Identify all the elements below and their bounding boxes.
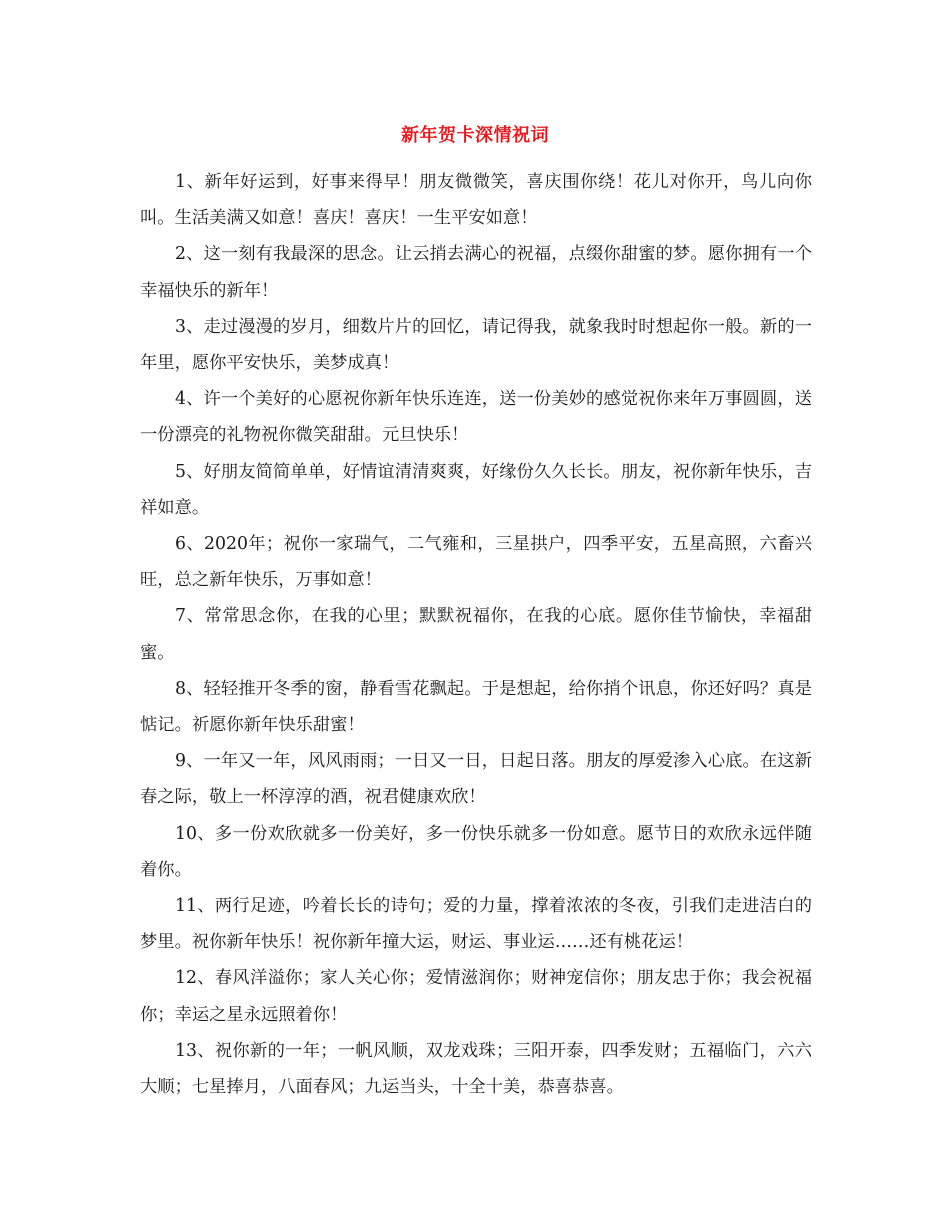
paragraph-3: 3、走过漫漫的岁月，细数片片的回忆，请记得我，就象我时时想起你一般。新的一年里，愿你平安快乐，美梦成真！ bbox=[140, 316, 812, 374]
paragraph-12: 12、春风洋溢你；家人关心你；爱情滋润你；财神宠信你；朋友忠于你；我会祝福你；幸运之星永远照着你！ bbox=[140, 968, 812, 1025]
document-title: 新年贺卡深情祝词 bbox=[401, 125, 549, 146]
paragraph-1: 1、新年好运到，好事来得早！朋友微微笑，喜庆围你绕！花儿对你开，鸟儿向你叫。生活美满又如意！喜庆！喜庆！一生平安如意！ bbox=[140, 172, 812, 229]
document-body bbox=[140, 164, 812, 1105]
paragraph-8: 8、轻轻推开冬季的窗，静看雪花飘起。于是想起，给你捎个讯息，你还好吗？真是惦记。祈愿你新年快乐甜蜜！ bbox=[140, 678, 812, 736]
paragraph-4: 4、许一个美好的心愿祝你新年快乐连连，送一份美妙的感觉祝你来年万事圆圆，送一份漂亮的礼物祝你微笑甜甜。元旦快乐！ bbox=[140, 389, 812, 446]
paragraph-7: 7、常常思念你，在我的心里；默默祝福你，在我的心底。愿你佳节愉快，幸福甜蜜。 bbox=[140, 606, 812, 663]
paragraph-11: 11、两行足迹，吟着长长的诗句；爱的力量，撑着浓浓的冬夜，引我们走进洁白的梦里。祝你新年快乐！祝你新年撞大运，财运、事业运……还有桃花运！ bbox=[140, 896, 812, 953]
paragraph-2: 2、这一刻有我最深的思念。让云捎去满心的祝福，点缀你甜蜜的梦。愿你拥有一个幸福快乐的新年！ bbox=[140, 244, 812, 301]
paragraph-9: 9、一年又一年，风风雨雨；一日又一日，日起日落。朋友的厚爱渗入心底。在这新春之际，敬上一杯淳淳的酒，祝君健康欢欣！ bbox=[140, 751, 812, 808]
paragraph-10: 10、多一份欢欣就多一份美好，多一份快乐就多一份如意。愿节日的欢欣永远伴随着你。 bbox=[140, 823, 812, 880]
paragraph-5: 5、好朋友简简单单，好情谊清清爽爽，好缘份久久长长。朋友，祝你新年快乐，吉祥如意。 bbox=[140, 461, 812, 518]
paragraph-6: 6、2020年；祝你一家瑞气，二气雍和，三星拱户，四季平安，五星高照，六畜兴旺，总之新年快乐，万事如意！ bbox=[140, 534, 812, 591]
paragraph-13: 13、祝你新的一年；一帆风顺，双龙戏珠；三阳开泰，四季发财；五福临门，六六大顺；七星捧月，八面春风；九运当头，十全十美，恭喜恭喜。 bbox=[140, 1040, 812, 1098]
